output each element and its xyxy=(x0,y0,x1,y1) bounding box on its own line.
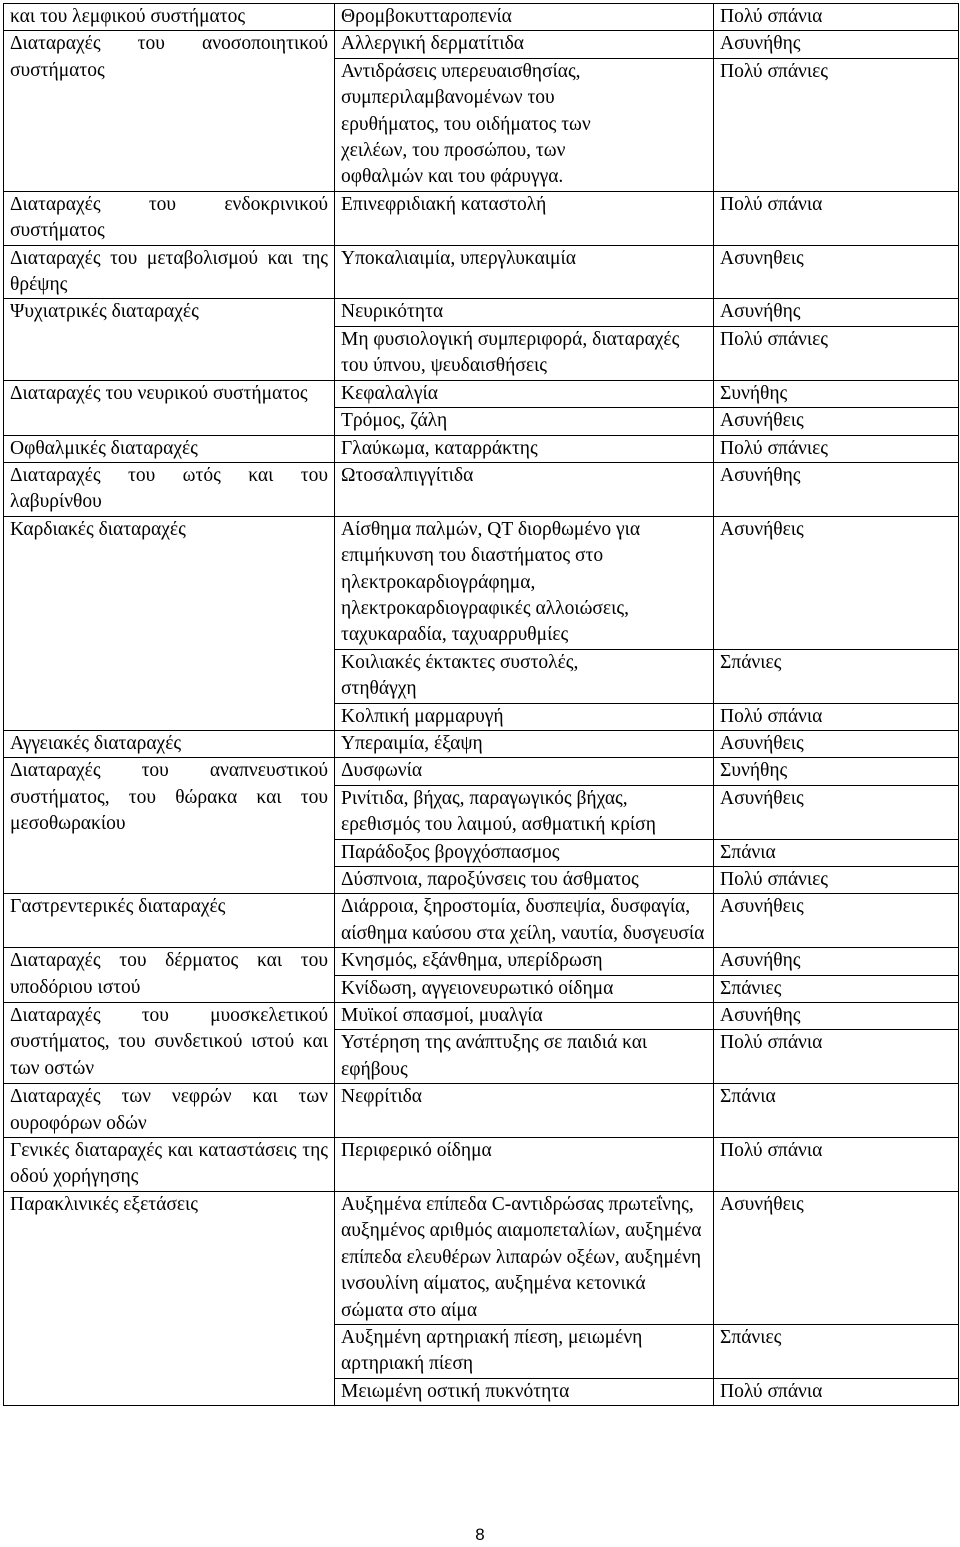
adverse-effect-cell: Δυσφωνία xyxy=(335,758,714,785)
system-organ-class-cell: Γαστρεντερικές διαταραχές xyxy=(4,894,335,948)
frequency-cell: Πολύ σπάνια xyxy=(714,1378,959,1405)
adverse-effect-cell: Νεφρίτιδα xyxy=(335,1084,714,1138)
adverse-effect-cell: Ωτοσαλπιγγίτιδα xyxy=(335,462,714,516)
frequency-cell: Ασυνήθης xyxy=(714,948,959,975)
adverse-effect-cell: Περιφερικό οίδημα xyxy=(335,1138,714,1192)
adverse-effect-cell: Μυϊκοί σπασμοί, μυαλγία xyxy=(335,1003,714,1030)
system-organ-class-cell: Διαταραχές του αναπνευστικού συστήματος, του θώρακα και του μεσοθωρακίου xyxy=(4,758,335,894)
adverse-effect-cell: Θρομβοκυτταροπενία xyxy=(335,4,714,31)
frequency-cell: Πολύ σπάνια xyxy=(714,191,959,245)
frequency-cell: Ασυνήθεις xyxy=(714,894,959,948)
table-row xyxy=(4,435,959,462)
system-organ-class-cell: Ψυχιατρικές διαταραχές xyxy=(4,299,335,380)
adverse-effect-cell: Αυξημένη αρτηριακή πίεση, μειωμένη αρτηριακή πίεση xyxy=(335,1324,714,1378)
adverse-reactions-table xyxy=(3,3,959,1406)
adverse-effect-cell: Γλαύκωμα, καταρράκτης xyxy=(335,435,714,462)
frequency-cell: Σπάνιες xyxy=(714,649,959,703)
system-organ-class-cell: Καρδιακές διαταραχές xyxy=(4,516,335,730)
frequency-cell: Πολύ σπάνιες xyxy=(714,867,959,894)
frequency-cell: Πολύ σπάνια xyxy=(714,703,959,730)
frequency-cell: Ασυνήθης xyxy=(714,1003,959,1030)
adverse-effect-cell: Τρόμος, ζάλη xyxy=(335,408,714,435)
adverse-effect-cell: Αυξημένα επίπεδα C-αντιδρώσας πρωτεΐνης, αυξημένος αριθμός αιαμοπεταλίων, αυξημένα επίπεδα ελευθέρων λιπαρών οξέων, αυξημένη ινσουλίνη αίματος, αυξημένα κετονικά σώματα στο αίμα xyxy=(335,1191,714,1324)
table-row xyxy=(4,758,959,785)
adverse-reactions-body xyxy=(4,4,959,1406)
adverse-effect-cell: Κνίδωση, αγγειονευρωτικό οίδημα xyxy=(335,975,714,1002)
system-organ-class-cell: Παρακλινικές εξετάσεις xyxy=(4,1191,335,1405)
adverse-effect-cell: Μη φυσιολογική συμπεριφορά, διαταραχές του ύπνου, ψευδαισθήσεις xyxy=(335,326,714,380)
adverse-effect-cell: Υποκαλιαιμία, υπεργλυκαιμία xyxy=(335,245,714,299)
frequency-cell: Ασυνηθεις xyxy=(714,245,959,299)
system-organ-class-cell: Διαταραχές του μεταβολισμού και της θρέψης xyxy=(4,245,335,299)
adverse-effect-cell: Παράδοξος βρογχόσπασμος xyxy=(335,839,714,866)
adverse-effect-cell: Αίσθημα παλμών, QT διορθωμένο για επιμήκυνση του διαστήματος στο ηλεκτροκαρδιογράφημα, ηλεκτροκαρδιογραφικές αλλοιώσεις, ταχυκαραδία, ταχυαρρυθμίες xyxy=(335,516,714,649)
table-row xyxy=(4,462,959,516)
system-organ-class-cell: Οφθαλμικές διαταραχές xyxy=(4,435,335,462)
page-number: 8 xyxy=(475,1525,485,1544)
adverse-effect-cell: Αλλεργική δερματίτιδα xyxy=(335,31,714,58)
system-organ-class-cell: Διαταραχές των νεφρών και των ουροφόρων οδών xyxy=(4,1084,335,1138)
table-row xyxy=(4,516,959,649)
frequency-cell: Πολύ σπάνια xyxy=(714,4,959,31)
table-row xyxy=(4,299,959,326)
system-organ-class-cell: Διαταραχές του ενδοκρινικού συστήματος xyxy=(4,191,335,245)
frequency-cell: Πολύ σπάνιες xyxy=(714,435,959,462)
adverse-effect-cell: Υστέρηση της ανάπτυξης σε παιδιά και εφήβους xyxy=(335,1030,714,1084)
system-organ-class-cell: και του λεμφικού συστήματος xyxy=(4,4,335,31)
system-organ-class-cell: Διαταραχές του ανοσοποιητικού συστήματος xyxy=(4,31,335,191)
table-row xyxy=(4,191,959,245)
table-row xyxy=(4,31,959,58)
frequency-cell: Ασυνήθεις xyxy=(714,408,959,435)
frequency-cell: Ασυνήθεις xyxy=(714,730,959,757)
frequency-cell: Συνήθης xyxy=(714,380,959,407)
table-row xyxy=(4,1138,959,1192)
adverse-effect-cell: Κεφαλαλγία xyxy=(335,380,714,407)
table-row xyxy=(4,245,959,299)
adverse-effect-cell: Επινεφριδιακή καταστολή xyxy=(335,191,714,245)
system-organ-class-cell: Γενικές διαταραχές και καταστάσεις της οδού χορήγησης xyxy=(4,1138,335,1192)
system-organ-class-cell: Διαταραχές του ωτός και του λαβυρίνθου xyxy=(4,462,335,516)
adverse-effect-cell: Νευρικότητα xyxy=(335,299,714,326)
adverse-effect-cell: Διάρροια, ξηροστομία, δυσπεψία, δυσφαγία, αίσθημα καύσου στα χείλη, ναυτία, δυσγευσία xyxy=(335,894,714,948)
frequency-cell: Ασυνήθεις xyxy=(714,785,959,839)
adverse-effect-cell: Δύσπνοια, παροξύνσεις του άσθματος xyxy=(335,867,714,894)
adverse-effect-cell: Κοιλιακές έκτακτες συστολές, στηθάγχη xyxy=(335,649,714,703)
adverse-effect-cell: Αντιδράσεις υπερευαισθησίας, συμπεριλαμβανομένων του ερυθήματος, του οιδήματος των χειλέων, του προσώπου, των οφθαλμών και του φάρυγγα. xyxy=(335,58,714,191)
adverse-effect-cell: Μειωμένη οστική πυκνότητα xyxy=(335,1378,714,1405)
system-organ-class-cell: Διαταραχές του δέρματος και του υποδόριου ιστού xyxy=(4,948,335,1003)
frequency-cell: Πολύ σπάνιες xyxy=(714,326,959,380)
system-organ-class-cell: Διαταραχές του μυοσκελετικού συστήματος, του συνδετικού ιστού και των οστών xyxy=(4,1003,335,1084)
frequency-cell: Πολύ σπάνια xyxy=(714,1030,959,1084)
system-organ-class-cell: Διαταραχές του νευρικού συστήματος xyxy=(4,380,335,435)
table-row xyxy=(4,948,959,975)
table-row xyxy=(4,1084,959,1138)
table-row xyxy=(4,380,959,407)
frequency-cell: Συνήθης xyxy=(714,758,959,785)
frequency-cell: Πολύ σπάνιες xyxy=(714,58,959,191)
table-row xyxy=(4,4,959,31)
adverse-effect-cell: Κνησμός, εξάνθημα, υπερίδρωση xyxy=(335,948,714,975)
frequency-cell: Ασυνήθης xyxy=(714,31,959,58)
adverse-effect-cell: Υπεραιμία, έξαψη xyxy=(335,730,714,757)
frequency-cell: Ασυνήθης xyxy=(714,299,959,326)
table-row xyxy=(4,894,959,948)
table-row xyxy=(4,1003,959,1030)
table-row xyxy=(4,730,959,757)
frequency-cell: Σπάνιες xyxy=(714,1324,959,1378)
frequency-cell: Ασυνήθεις xyxy=(714,516,959,649)
frequency-cell: Ασυνήθεις xyxy=(714,1191,959,1324)
frequency-cell: Πολύ σπάνια xyxy=(714,1138,959,1192)
system-organ-class-cell: Αγγειακές διαταραχές xyxy=(4,730,335,757)
adverse-effect-cell: Ρινίτιδα, βήχας, παραγωγικός βήχας, ερεθισμός του λαιμού, ασθματική κρίση xyxy=(335,785,714,839)
adverse-effect-cell: Κολπική μαρμαρυγή xyxy=(335,703,714,730)
frequency-cell: Σπάνια xyxy=(714,839,959,866)
table-row xyxy=(4,1191,959,1324)
frequency-cell: Σπάνιες xyxy=(714,975,959,1002)
frequency-cell: Ασυνήθης xyxy=(714,462,959,516)
frequency-cell: Σπάνια xyxy=(714,1084,959,1138)
